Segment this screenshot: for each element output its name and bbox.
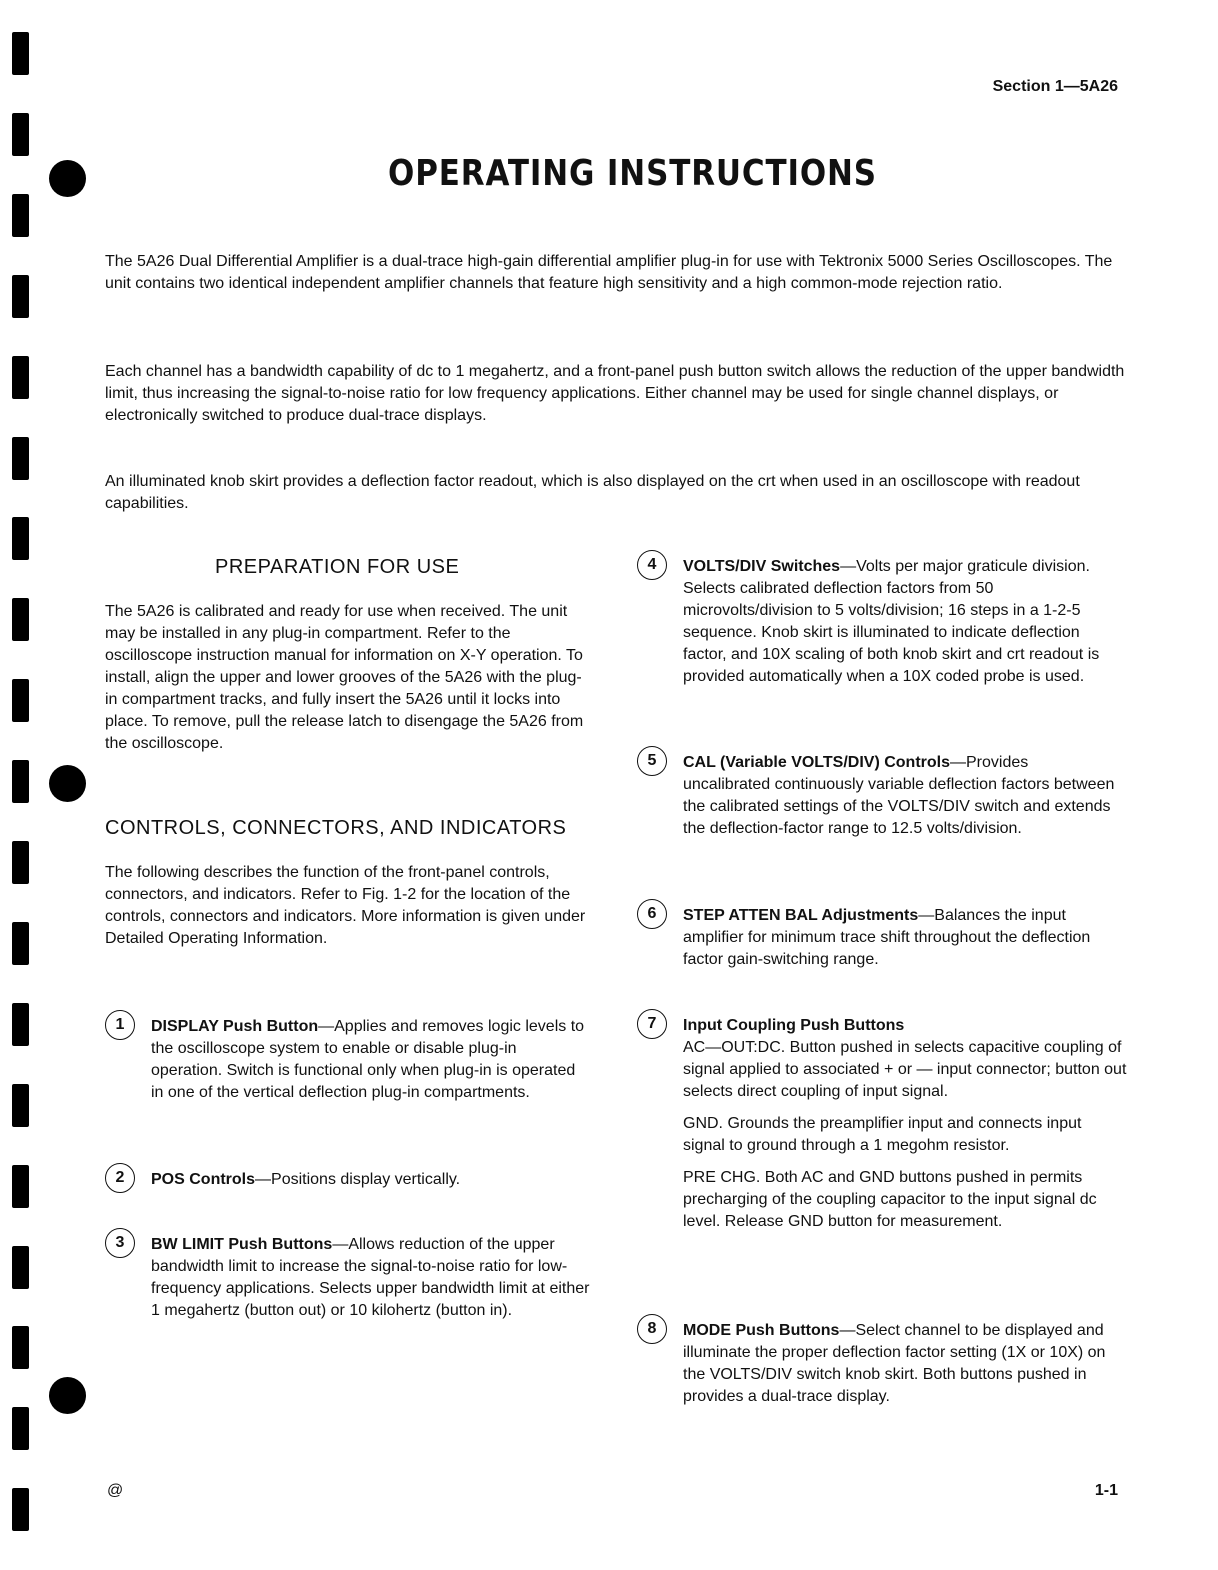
control-item-4 (637, 556, 1117, 688)
item-number: 6 (637, 899, 667, 929)
item-name: VOLTS/DIV Switches (683, 558, 841, 575)
item-desc: —Allows reduction of the upper bandwidth limit to increase the signal-to-noise ratio for low-frequency applications. Selects upper bandwidth limit at either 1 megahertz (button out) or 10 kilohertz (button in). (151, 1236, 590, 1319)
binder-mark (12, 679, 29, 722)
item-name: STEP ATTEN BAL Adjustments (683, 907, 919, 924)
binder-mark (12, 760, 29, 803)
control-item-6 (637, 905, 1117, 971)
punch-hole (49, 765, 86, 802)
controls-heading: CONTROLS, CONNECTORS, AND INDICATORS (105, 817, 567, 839)
item-desc: —Select channel to be displayed and illuminate the proper deflection factor setting (1X or 10X) on the VOLTS/DIV switch knob skirt. Both buttons pushed in provides a dual-trace display. (683, 1322, 1106, 1405)
item-number: 8 (637, 1314, 667, 1344)
footer-symbol: @ (107, 1482, 124, 1499)
binder-mark (12, 356, 29, 399)
binder-mark (12, 275, 29, 318)
preparation-text: The 5A26 is calibrated and ready for use when received. The unit may be installed in any plug-in compartment. Refer to the oscilloscope instruction manual for information on X-Y operation. To install, align the upper and lower grooves of the 5A26 with the plug-in compartment tracks, and fully insert the 5A26 until it locks into place. To remove, pull the release latch to disengage the 5A26 from the oscilloscope. (105, 603, 584, 752)
item-name: MODE Push Buttons (683, 1322, 840, 1339)
control-item-8 (637, 1320, 1127, 1408)
binder-mark (12, 113, 29, 156)
item-desc: —Balances the input amplifier for minimum trace shift throughout the deflection factor gain-switching range. (683, 907, 1091, 968)
item-name: DISPLAY Push Button (151, 1018, 319, 1035)
control-item-5 (637, 752, 1117, 840)
binder-mark (12, 1084, 29, 1127)
item-desc: —Applies and removes logic levels to the oscilloscope system to enable or disable plug-in operation. Switch is functional only when plug-in is operated in one of the vertical deflection plug-in compartments. (151, 1018, 585, 1101)
intro-paragraph: The 5A26 Dual Differential Amplifier is a dual-trace high-gain differential amplifier plug-in for use with Tektronix 5000 Series Oscilloscopes. The unit contains two identical independent amplifier channels that feature high sensitivity and a high common-mode rejection ratio. (105, 253, 1113, 292)
binder-mark (12, 1165, 29, 1208)
binder-mark (12, 1488, 29, 1531)
binder-mark (12, 922, 29, 965)
page-number: 1-1 (1094, 1482, 1118, 1499)
item-number: 1 (105, 1010, 135, 1040)
page-title: OPERATING INSTRUCTIONS (388, 153, 877, 194)
binder-mark (12, 598, 29, 641)
item-number: 4 (637, 550, 667, 580)
item-name: CAL (Variable VOLTS/DIV) Controls (683, 754, 950, 771)
controls-text: The following describes the function of the front-panel controls, connectors, and indicators. Refer to Fig. 1-2 for the location of the controls, connectors and indicators. More information is given under Detailed Operating Information. (105, 864, 586, 947)
item-number: 3 (105, 1228, 135, 1258)
intro-paragraph: Each channel has a bandwidth capability of dc to 1 megahertz, and a front-panel push button switch allows the reduction of the upper bandwidth limit, thus increasing the signal-to-noise ratio for low frequency applications. Either channel may be used for single channel displays, or electronically switched to produce dual-trace displays. (105, 363, 1125, 424)
section-header: Section 1—5A26 (992, 78, 1118, 95)
punch-hole (49, 160, 86, 197)
binder-mark (12, 32, 29, 75)
control-item-2 (105, 1169, 590, 1193)
binder-mark (12, 517, 29, 560)
item-desc: —Volts per major graticule division. Selects calibrated deflection factors from 50 microvolts/division to 5 volts/division; 16 steps in a 1-2-5 sequence. Knob skirt is illuminated to indicate deflection factor, and 10X scaling of both knob skirt and crt readout is provided automatically when a 10X coded probe is used. (683, 558, 1100, 685)
item-number: 5 (637, 746, 667, 776)
control-item-7 (637, 1015, 1127, 1233)
binder-mark (12, 437, 29, 480)
item-desc: —Provides uncalibrated continuously variable deflection factors between the calibrated settings of the VOLTS/DIV switch and extends the deflection-factor range to 12.5 volts/division. (683, 754, 1115, 837)
control-item-1 (105, 1016, 590, 1104)
item-paragraph: GND. Grounds the preamplifier input and connects input signal to ground through a 1 megohm resistor. (683, 1115, 1082, 1154)
preparation-heading: PREPARATION FOR USE (215, 556, 460, 578)
item-paragraph: PRE CHG. Both AC and GND buttons pushed in permits precharging of the coupling capacitor to the input signal dc level. Release GND button for measurement. (683, 1169, 1097, 1230)
binder-mark (12, 1246, 29, 1289)
punch-hole (49, 1377, 86, 1414)
binder-mark (12, 1407, 29, 1450)
binder-mark (12, 194, 29, 237)
item-desc: —Positions display vertically. (255, 1171, 461, 1188)
intro-paragraph: An illuminated knob skirt provides a deflection factor readout, which is also displayed on the crt when used in an oscilloscope with readout capabilities. (105, 473, 1080, 512)
item-number: 2 (105, 1163, 135, 1193)
item-name: POS Controls (151, 1171, 256, 1188)
item-number: 7 (637, 1009, 667, 1039)
control-item-3 (105, 1234, 590, 1322)
binder-mark (12, 1003, 29, 1046)
item-paragraph: AC—OUT:DC. Button pushed in selects capacitive coupling of signal applied to associated + or — input connector; button out selects direct coupling of input signal. (683, 1039, 1127, 1100)
item-name: Input Coupling Push Buttons (683, 1017, 905, 1034)
binder-mark (12, 841, 29, 884)
binder-mark (12, 1326, 29, 1369)
item-name: BW LIMIT Push Buttons (151, 1236, 333, 1253)
